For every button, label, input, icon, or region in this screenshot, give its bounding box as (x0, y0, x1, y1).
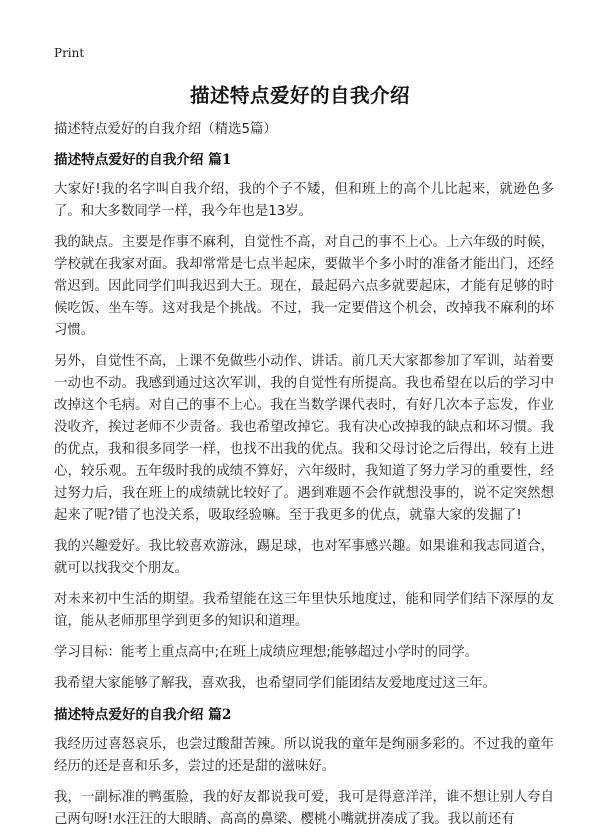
paragraph: 我的缺点。主要是作事不麻利，自觉性不高，对自己的事不上心。上六年级的时候，学校就在我家对面。我却常常是七点半起床，要做半个多小时的准备才能出门，还经常迟到。因此同学们叫我迟到大王。现在，最起码六点多就要起床，才能有足够的时候吃饭、坐车等。这对我是个挑战。不过，我一定要借这个机会，改掉我不麻利的坏习惯。 (54, 235, 554, 338)
paragraph: 大家好!我的名字叫自我介绍，我的个子不矮，但和班上的高个儿比起来，就逊色多了。和大多数同学一样，我今年也是13岁。 (54, 182, 554, 219)
print-link[interactable]: Print (54, 46, 85, 60)
paragraph: 另外，自觉性不高，上课不免做些小动作、讲话。前几天大家都参加了军训，站着要一动也不动。我感到通过这次军训，我的自觉性有所提高。我也希望在以后的学习中改掉这个毛病。对自己的事不上心。我在当数学课代表时，有好几次本子忘发，作业没收齐，挨过老师不少责备。我也希望改掉它。我有决心改掉我的缺点和坏习惯。我的优点，我和很多同学一样，也找不出我的优点。我和父母讨论之后得出，较有上进心，较乐观。五年级时我的成绩不算好，六年级时，我知道了努力学习的重要性，经过努力后，我在班上的成绩就比较好了。遇到难题不会作就想没事的，说不定突然想起来了呢?错了也没关系，吸取经验嘛。至于我更多的优点，就靠大家的发掘了! (54, 354, 554, 523)
section-heading-2: 描述特点爱好的自我介绍 篇2 (54, 707, 232, 723)
page-title: 描述特点爱好的自我介绍 (189, 84, 410, 107)
paragraph: 我的兴趣爱好。我比较喜欢游泳，踢足球，也对军事感兴趣。如果谁和我志同道合，就可以找我交个朋友。 (54, 539, 554, 576)
paragraph: 对未来初中生活的期望。我希望能在这三年里快乐地度过，能和同学们结下深厚的友谊，能从老师那里学到更多的知识和道理。 (54, 592, 554, 629)
document-subtitle: 描述特点爱好的自我介绍（精选5篇） (54, 122, 277, 137)
paragraph: 我，一副标准的鸭蛋脸，我的好友都说我可爱，我可是得意洋洋，谁不想让别人夸自己两句呀!水汪汪的大眼睛、高高的鼻梁、樱桃小嘴就拼凑成了我。我以前还有 (54, 790, 554, 827)
document-body (54, 119, 554, 840)
paragraph: 学习目标：能考上重点高中;在班上成绩应理想;能够超过小学时的同学。 (54, 645, 479, 660)
paragraph: 我希望大家能够了解我，喜欢我，也希望同学们能团结友爱地度过这三年。 (54, 676, 496, 691)
paragraph: 我经历过喜怒哀乐，也尝过酸甜苦辣。所以说我的童年是绚丽多彩的。不过我的童年经历的还是喜和乐多，尝过的还是甜的滋味好。 (54, 737, 554, 774)
section-heading-1: 描述特点爱好的自我介绍 篇1 (54, 152, 232, 168)
